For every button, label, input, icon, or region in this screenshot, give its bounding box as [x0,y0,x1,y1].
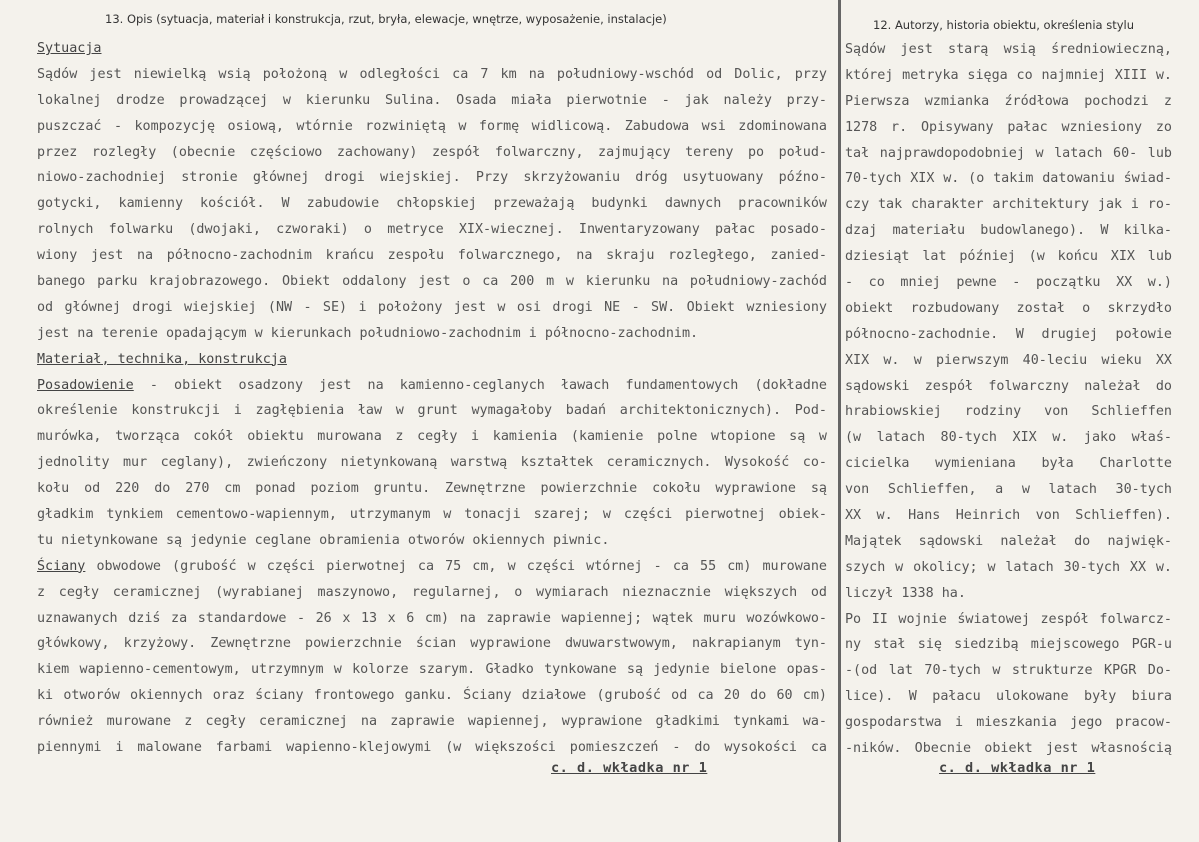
posadowienie-label: Posadowienie [37,377,134,393]
text-line: główkowy, krzyżowy. Zewnętrzne powierzchnie ścian wyprawione dwuwarstwowym, nakrapianym tyn- [37,636,827,652]
history-header: 12. Autorzy, historia obiektu, określenia stylu [873,18,1135,32]
column-divider [838,0,841,842]
section-heading-material: Materiał, technika, konstrukcja [37,351,287,367]
text-line: piennymi i malowane farbami wapienno-klejowymi (w większości pomieszczeń - do wysokości ca [37,740,827,756]
description-text [37,36,827,761]
text-line: przez rozległy (obecnie częściowo zachowany) zespół folwarczny, zajmujący tereny po połud- [37,144,827,160]
text-line: jednolity mur ceglany), zwieńczony nietynkowaną warstwą kształtek ceramicznych. Wysokość co- [37,455,827,471]
section-heading-sytuacja: Sytuacja [37,41,102,56]
text-line: murówka, tworząca cokół obiektu murowana z cegły i kamienia (kamienie polne wtopione są w [37,429,827,445]
continuation-note-right: c. d. wkładka nr 1 [939,760,1096,776]
text-line: ki otworów okiennych oraz ściany frontowego ganku. Ściany działowe (grubość od ca 20 do 60 cm) [37,688,827,704]
text-line: jest na terenie opadającym w kierunkach południowo-zachodnim i północno-zachodnim. [37,325,699,341]
text-line: von Schlieffen, a w latach 30-tych [845,482,1172,498]
text-line: dziesiąt lat później (w końcu XIX lub [845,249,1172,265]
text-line: - co mniej pewne - początku XX w.) [845,275,1172,291]
continuation-note-left: c. d. wkładka nr 1 [551,760,708,776]
text-line: określenie konstrukcji i zagłębienia ław w grunt wymagałoby badań architektonicznych). Pod- [37,403,827,419]
text-line: cicielka wymieniana była Charlotte [845,456,1172,472]
text-line: Sądów jest niewielką wsią położoną w odległości ca 7 km na południowy-wschód od Dolic, przy [37,66,827,82]
text-line: z cegły ceramicznej (wyrabianej maszynowo, regularnej, o wymiarach nieznacznie większych od [37,584,827,600]
text-line: banego parku krajobrazowego. Obiekt oddalony jest o ca 200 m w kierunku na południowy-zachód [37,274,827,290]
text-line: -ników. Obecnie obiekt jest własnością [845,741,1172,757]
description-header: 13. Opis (sytuacja, materiał i konstrukcja, rzut, bryła, elewacje, wnętrze, wyposażenie, instalacje) [105,12,667,26]
text-line: dzaj materiału budowlanego). W kilka- [845,223,1172,239]
text-line: gospodarstwa i mieszkania jego pracow- [845,715,1172,731]
sciany-line [37,554,827,580]
text-line: również murowane z cegły ceramicznej na zaprawie wapiennej, wyprawione gładkimi tynkami wa- [37,714,827,730]
text-line: Pierwsza wzmianka źródłowa pochodzi z [845,93,1172,109]
text-line: ny stał się siedzibą miejscowego PGR-u [845,637,1172,653]
text-line: lice). W pałacu ulokowane były biura [845,689,1172,705]
sciany-text: obwodowe (grubość w części pierwotnej ca 75 cm, w części wtórnej - ca 55 cm) murowane [85,558,827,574]
text-line: lokalnej drodze prowadzącej w kierunku Sulina. Osada miała pierwotnie - jak należy przy- [37,92,827,108]
text-line: 70-tych XIX w. (o takim datowaniu świad- [845,171,1172,187]
text-line: szych w okolicy; w latach 30-tych XX w. [845,559,1172,575]
text-line: (w latach 80-tych XIX w. jako właś- [845,430,1172,446]
text-line: tał najprawdopodobniej w latach 60- lub [845,145,1172,161]
text-line: XIX w. w pierwszym 40-leciu wieku XX [845,352,1172,368]
text-line: Majątek sądowski należał do najwięk- [845,533,1172,549]
text-line: sądowski zespół folwarczny należał do [845,378,1172,394]
text-line: rolnych folwarku (dwojaki, czworaki) o metryce XIX-wiecznej. Inwentaryzowany pałac posado- [37,222,827,238]
text-line: czy tak charakter architektury jak i ro- [845,197,1172,213]
text-line: kiem wapienno-cementowym, utrzymnym w kolorze szarym. Gładko tynkowane są jedynie bielone opas- [37,662,827,678]
posadowienie-line [37,373,827,399]
text-line: gładkim tynkiem cementowo-wapiennym, utrzymanym w tonacji szarej; w części pierwotnej obiek- [37,507,827,523]
history-column [845,0,1185,842]
text-line: niowo-zachodniej stronie głównej drogi wiejskiej. Przy skrzyżowaniu dróg usytuowany późno- [37,170,827,186]
sciany-label: Ściany [37,558,86,574]
text-line: uznawanych dziś za standardowe - 26 x 13 x 6 cm) na zaprawie wapiennej; wątek muru wozówkowo- [37,610,827,626]
text-line: od głównej drogi wiejskiej (NW - SE) i położony jest w osi drogi NE - SW. Obiekt wzniesiony [37,299,827,315]
text-line: hrabiowskiej rodziny von Schlieffen [845,404,1172,420]
text-line: północno-zachodnie. W drugiej połowie [845,326,1172,342]
text-line: gotycki, kamienny kościół. W zabudowie chłopskiej przeważają budynki dawnych pracowników [37,196,827,212]
text-line: tu nietynkowane są jedynie ceglane obramienia otworów okiennych piwnic. [37,532,610,548]
text-line: liczył 1338 ha. [845,585,966,601]
history-text [845,37,1172,762]
text-line: 1278 r. Opisywany pałac wzniesiony zo [845,119,1172,135]
text-line: Sądów jest starą wsią średniowieczną, [845,42,1172,57]
text-line: której metryka sięga co najmniej XIII w. [845,67,1172,83]
text-line: kołu od 220 do 270 cm ponad poziom gruntu. Zewnętrzne powierzchnie cokołu wyprawione są [37,481,827,497]
posadowienie-text: - obiekt osadzony jest na kamienno-ceglanych ławach fundamentowych (dokładne [133,377,827,393]
text-line: obiekt rozbudowany został o skrzydło [845,300,1172,316]
text-line: XX w. Hans Heinrich von Schlieffen). [845,508,1172,524]
text-line: puszczać - kompozycję osiową, wtórnie rozwiniętą w formę widlicową. Zabudowa wsi zdominowana [37,118,827,134]
text-line: wiony jest na północno-zachodnim krańcu zespołu folwarcznego, na skraju rozległego, zanied- [37,248,827,264]
description-column [37,0,829,842]
text-line: Po II wojnie światowej zespół folwarcz- [845,611,1172,627]
text-line: -(od lat 70-tych w strukturze KPGR Do- [845,663,1172,679]
